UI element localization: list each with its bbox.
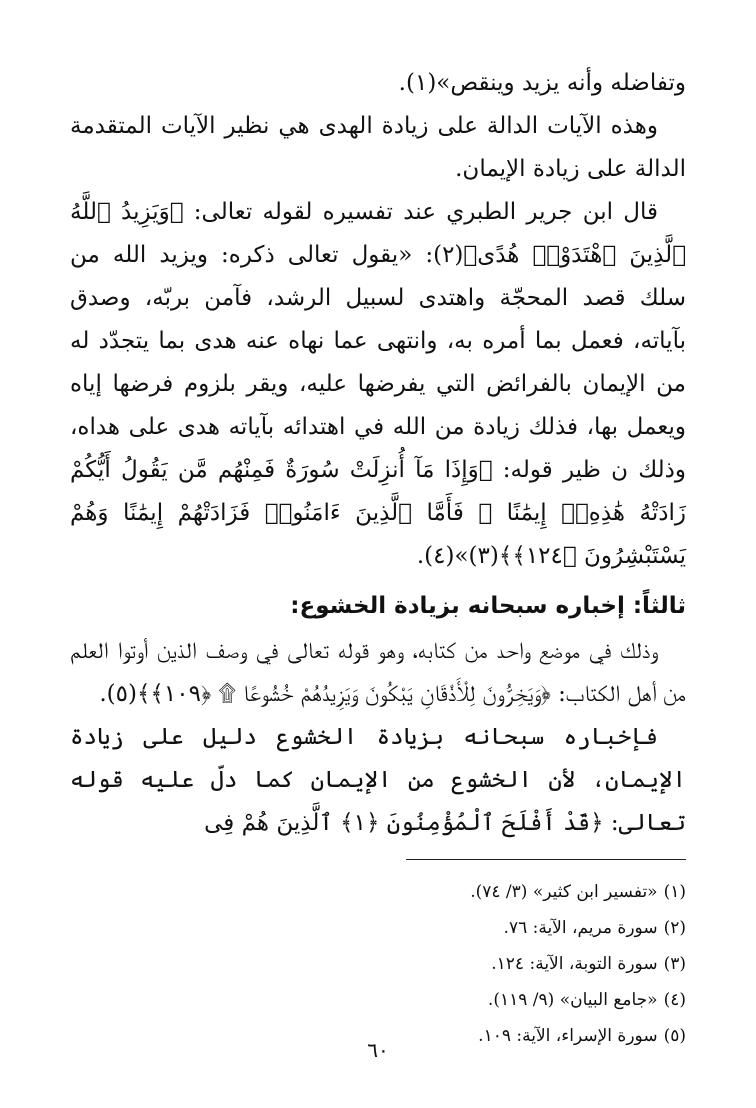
footnote-text: سورة مريم، الآية: ٧٦. (503, 918, 658, 938)
footnote-number: (٤) (663, 990, 686, 1010)
paragraph-5: فإخباره سبحانه بزيادة الخشوع دليل على زيادة الإيمان، لأن الخشوع من الإيمان كما دلّ عليه قوله تعالى: ﴿قَدْ أَفْلَحَ ٱلْمُؤْمِنُونَ ﴿١﴾ ٱلَّذِينَ هُمْ فِى (70, 724, 686, 836)
paragraph-2: وهذه الآيات الدالة على زيادة الهدى هي نظير الآيات المتقدمة الدالة على زيادة الإيمان. (70, 113, 686, 182)
footnote-item (70, 946, 686, 982)
body-text-2 (70, 630, 686, 845)
footnote-number: (٣) (663, 954, 686, 974)
body-text (70, 62, 686, 578)
footnote-number: (١) (663, 882, 686, 902)
footnote-number: (٥) (663, 1026, 686, 1046)
footnote-divider (406, 859, 686, 860)
footnote-item (70, 874, 686, 910)
paragraph-4: وذلك في موضع واحد من كتابه، وهو قوله تعالى في وصف الذين أوتوا العلم من أهل الكتاب: ﴿وَيَخِرُّونَ لِلْأَذْقَانِ يَبْكُونَ وَيَزِيدُهُمْ خُشُوعًا ۩ ﴿١٠٩﴾﴾(٥). (70, 638, 686, 707)
footnote-text: «تفسير ابن كثير» (٣/ ٧٤). (470, 882, 658, 902)
footnote-item (70, 910, 686, 946)
footnote-item (70, 982, 686, 1018)
section-heading: ثالثاً: إخباره سبحانه بزيادة الخشوع: (290, 593, 686, 619)
footnote-text: سورة التوبة، الآية: ١٢٤. (491, 954, 658, 974)
footnotes-list (70, 874, 686, 1054)
page-number: ٦٠ (367, 1038, 389, 1062)
footnote-text: سورة الإسراء، الآية: ١٠٩. (478, 1026, 658, 1046)
footnote-text: «جامع البيان» (٩/ ١١٩). (487, 990, 658, 1010)
paragraph-1: وتفاضله وأنه يزيد وينقص»(١). (398, 70, 686, 96)
paragraph-3: قال ابن جرير الطبري عند تفسيره لقوله تعالى: ﴿وَيَزِيدُ ٱللَّهُ ٱلَّذِينَ ٱهْتَدَوْا۟ هُدًى﴾(٢): «يقول تعالى ذكره: ويزيد الله من سلك قصد المحجّة واهتدى لسبيل الرشد، فآمن بربّه، وصدق بآياته، فعمل بما أمره به، وانتهى عما نهاه عنه هدى بما يتجدّد له من الإيمان بالفرائض التي يفرضها عليه، ويقر بلزوم فرضها إياه ويعمل بها، فذلك زيادة من الله في اهتدائه بآياته هدى على هداه، وذلك ن ظير قوله: ﴿وَإِذَا مَآ أُنزِلَتْ سُورَةٌ فَمِنْهُم مَّن يَقُولُ أَيُّكُمْ زَادَتْهُ هَٰذِهِۦٓ إِيمَٰنًا ۚ فَأَمَّا ٱلَّذِينَ ءَامَنُوا۟ فَزَادَتْهُمْ إِيمَٰنًا وَهُمْ يَسْتَبْشِرُونَ ﴿١٢٤﴾﴾(٣)»(٤). (70, 199, 686, 569)
footnote-number: (٢) (663, 918, 686, 938)
